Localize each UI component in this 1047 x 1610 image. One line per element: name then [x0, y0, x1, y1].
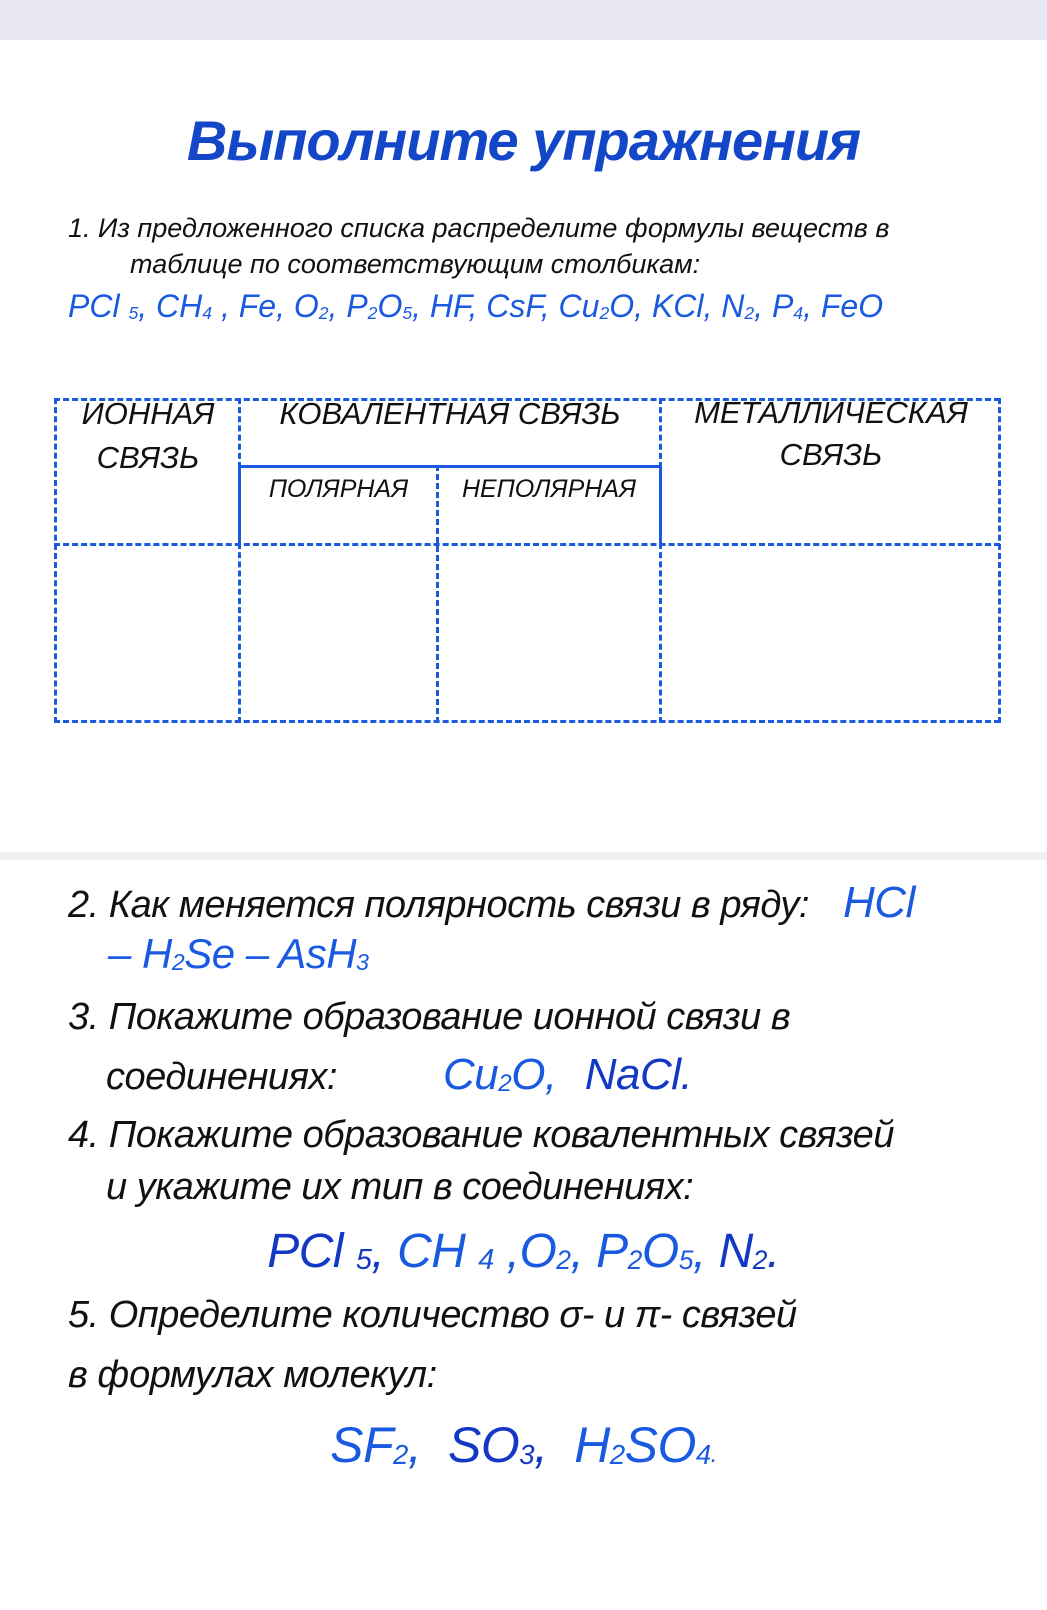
task-1-formula-separator: , [138, 288, 157, 324]
task-5-line-2: в формулах молекул: [68, 1354, 437, 1396]
task-3-formula-cu2o-sub: 2 [498, 1070, 512, 1097]
task-1-formula-separator: , [276, 288, 294, 324]
task-1-formula: $P_2O_5$ [346, 288, 413, 324]
task-1-formula: $P_4$ [771, 288, 804, 324]
task-1-formula: FeO [820, 288, 884, 324]
task-1-formula-separator: , [412, 288, 430, 324]
task-2-formula-h2se-sub: 2 [171, 949, 185, 975]
task-1-formula-separator: , [540, 288, 559, 324]
header-ionic-line-2: СВЯЗЬ [96, 440, 200, 475]
top-bar [0, 0, 1047, 40]
task-1-line-1: 1. Из предложенного списка распределите формулы веществ в [68, 213, 890, 243]
task-1-formula-separator: , [212, 288, 239, 324]
bond-type-table [54, 395, 1030, 740]
col-divider-3-bottom [659, 543, 662, 723]
task-1-formula: $Cu_2O$ [558, 288, 635, 324]
task-4-line-2: и укажите их тип в соединениях: [106, 1166, 694, 1208]
task-3-formula-nacl: NaCl. [584, 1050, 693, 1099]
task-2-formula-hcl: HCl [843, 878, 915, 927]
task-1-formula: CsF [486, 288, 541, 324]
task-1-formula: $N_2$ [721, 288, 755, 324]
header-ionic [56, 392, 240, 480]
task-3-line-1: 3. Покажите образование ионной связи в [68, 996, 791, 1038]
task-2-formula-h2se-h: H [142, 930, 172, 977]
task-3-formula-cu2o [443, 1050, 557, 1099]
task-1-formula-separator: , [703, 288, 722, 324]
table-bottom-border [54, 720, 1000, 723]
header-metallic [661, 392, 1001, 476]
header-metallic-line-2: СВЯЗЬ [779, 437, 883, 472]
task-1-formula: Fe [238, 288, 277, 324]
task-3-line-2 [106, 1050, 692, 1100]
task-1-formula-separator: , [328, 288, 347, 324]
col-divider-1-bottom [238, 543, 241, 723]
task-2-line-1 [68, 878, 915, 928]
task-1-formula: KCl [651, 288, 704, 324]
page-title: Выполните упражнения [186, 109, 861, 172]
covalent-divider [238, 465, 660, 468]
task-3-formula-cu2o-cu: Cu [443, 1050, 499, 1099]
task-1-text [68, 210, 1028, 282]
section-separator [0, 852, 1047, 860]
header-bottom-border [54, 543, 1000, 546]
header-nonpolar: НЕПОЛЯРНАЯ [461, 475, 637, 503]
task-1-formula-list [68, 288, 1028, 325]
header-polar: ПОЛЯРНАЯ [268, 475, 409, 503]
task-3-formula-cu2o-o: O, [511, 1050, 557, 1099]
task-1-formula: PCl $_5$ [68, 288, 139, 324]
task-1-formula-separator: , [803, 288, 821, 324]
header-ionic-line-1: ИОННАЯ [81, 396, 215, 431]
task-1-formula-separator: , [468, 288, 487, 324]
task-1-formula-separator: , [754, 288, 772, 324]
header-metallic-line-1: МЕТАЛЛИЧЕСКАЯ [694, 395, 968, 430]
task-2-line-2 [108, 930, 368, 978]
task-1-line-2: таблице по соответствующим столбикам: [130, 249, 701, 279]
task-2-dash-1: – [108, 930, 143, 977]
task-2-formula-h2se-se: Se [184, 930, 235, 977]
task-2-dash-2: – [245, 930, 279, 977]
task-2-text: 2. Как меняется полярность связи в ряду: [68, 884, 809, 926]
task-3-text: соединениях: [106, 1056, 337, 1098]
task-2-formula-ash3-sub: 3 [356, 949, 369, 975]
task-1-formula: HF [429, 288, 469, 324]
task-2-formula-ash3: AsH [278, 930, 357, 977]
task-1-formula-separator: , [634, 288, 652, 324]
task-4-formulas: PCl $_5$, CH $_4$ $,O_2$, $P_2O_5$, $N_2$. [267, 1225, 780, 1278]
header-covalent: КОВАЛЕНТНАЯ СВЯЗЬ [279, 396, 621, 431]
task-4-line-1: 4. Покажите образование ковалентных связей [68, 1114, 894, 1156]
task-1-formula: $CH_4$ [156, 288, 213, 324]
task-5-formulas: $SF_2$, $SO_3$, $H_2SO_4$. [330, 1417, 717, 1473]
task-1-formula: $O_2$ [293, 288, 329, 324]
task-5-line-1: 5. Определите количество σ- и π- связей [68, 1294, 797, 1336]
